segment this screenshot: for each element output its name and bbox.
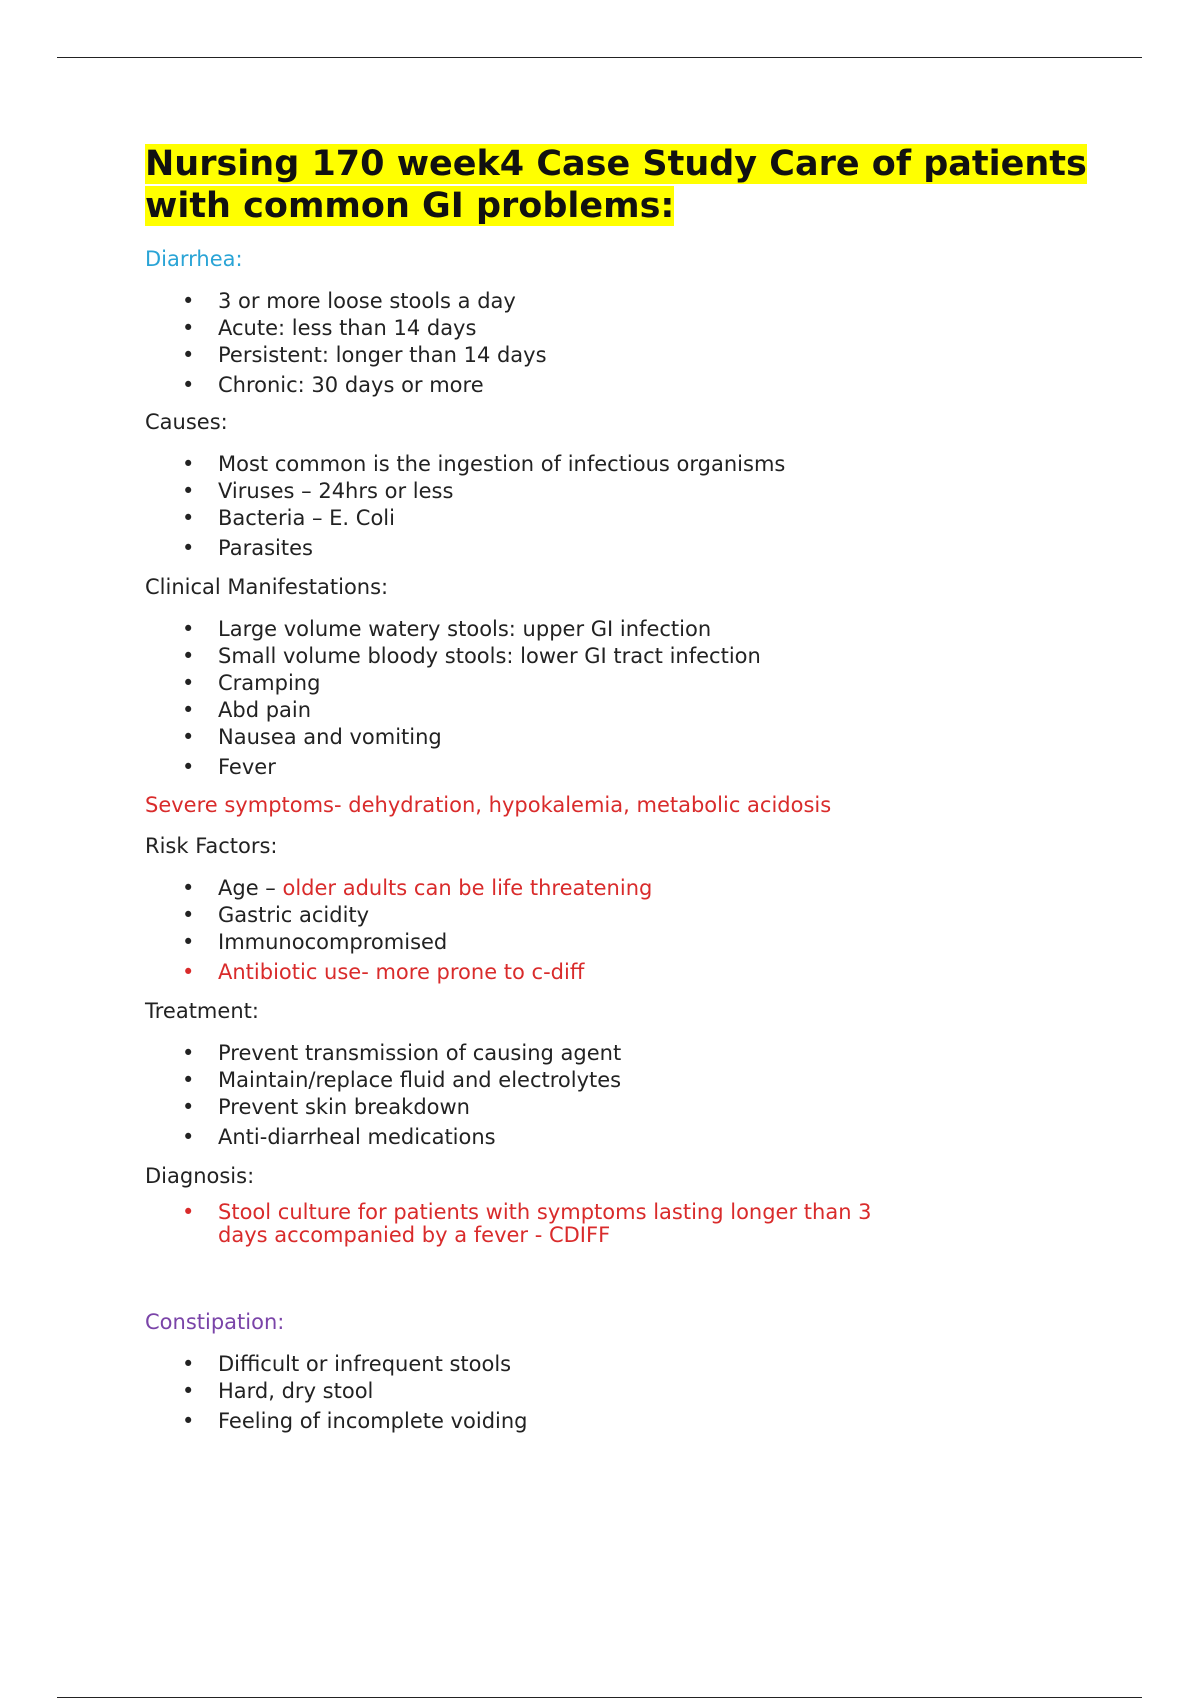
constipation-heading: Constipation: [145, 1310, 285, 1334]
title-highlight: Nursing 170 week4 Case Study Care of patients with common GI problems: [145, 144, 1087, 226]
treatment-heading: Treatment: [145, 999, 259, 1023]
risk-list [145, 875, 1145, 986]
list-item: • Prevent transmission of causing agent [145, 1040, 1145, 1067]
constipation-list [145, 1351, 1145, 1435]
list-item-antibiotic: • Antibiotic use- more prone to c-diff [145, 959, 1145, 986]
list-item: • Anti-diarrheal medications [145, 1124, 1145, 1151]
list-item: • Acute: less than 14 days [145, 315, 1145, 342]
list-item: • Parasites [145, 535, 1145, 562]
list-item: • Viruses – 24hrs or less [145, 478, 1145, 505]
causes-list [145, 451, 1145, 562]
list-item-age [145, 875, 1145, 902]
list-item: • Large volume watery stools: upper GI infection [145, 616, 1145, 643]
list-item: • Chronic: 30 days or more [145, 372, 1145, 399]
list-item: • Abd pain [145, 697, 1145, 724]
top-rule [57, 57, 1142, 58]
list-item: • Cramping [145, 670, 1145, 697]
list-item: • Maintain/replace fluid and electrolytes [145, 1067, 1145, 1094]
list-item-diagnosis [145, 1201, 1145, 1247]
clinical-manifestations-heading: Clinical Manifestations: [145, 575, 389, 599]
age-note: older adults can be life threatening [282, 876, 653, 900]
list-item: • Prevent skin breakdown [145, 1094, 1145, 1121]
diagnosis-heading: Diagnosis: [145, 1164, 255, 1188]
diagnosis-line-2: days accompanied by a fever - CDIFF [218, 1223, 611, 1247]
causes-heading: Causes: [145, 410, 228, 434]
list-item: • 3 or more loose stools a day [145, 288, 1145, 315]
diagnosis-list [145, 1201, 1145, 1247]
diarrhea-list [145, 288, 1145, 399]
clinical-list [145, 616, 1145, 781]
list-item: • Difficult or infrequent stools [145, 1351, 1145, 1378]
document-title [145, 143, 1145, 227]
list-item: • Persistent: longer than 14 days [145, 342, 1145, 369]
age-label: Age – [218, 876, 283, 900]
document-body [145, 143, 1145, 1435]
bottom-rule [57, 1697, 1142, 1698]
list-item: • Hard, dry stool [145, 1378, 1145, 1405]
severe-symptoms-note: Severe symptoms- dehydration, hypokalemia, metabolic acidosis [145, 793, 832, 817]
list-item: • Nausea and vomiting [145, 724, 1145, 751]
treatment-list [145, 1040, 1145, 1151]
list-item: • Feeling of incomplete voiding [145, 1408, 1145, 1435]
list-item: • Gastric acidity [145, 902, 1145, 929]
diarrhea-heading: Diarrhea: [145, 247, 243, 271]
risk-factors-heading: Risk Factors: [145, 834, 278, 858]
diagnosis-line-1: Stool culture for patients with symptoms lasting longer than 3 [218, 1200, 872, 1224]
list-item: • Immunocompromised [145, 929, 1145, 956]
list-item: • Bacteria – E. Coli [145, 505, 1145, 532]
list-item: • Small volume bloody stools: lower GI tract infection [145, 643, 1145, 670]
list-item: • Most common is the ingestion of infectious organisms [145, 451, 1145, 478]
list-item: • Fever [145, 754, 1145, 781]
